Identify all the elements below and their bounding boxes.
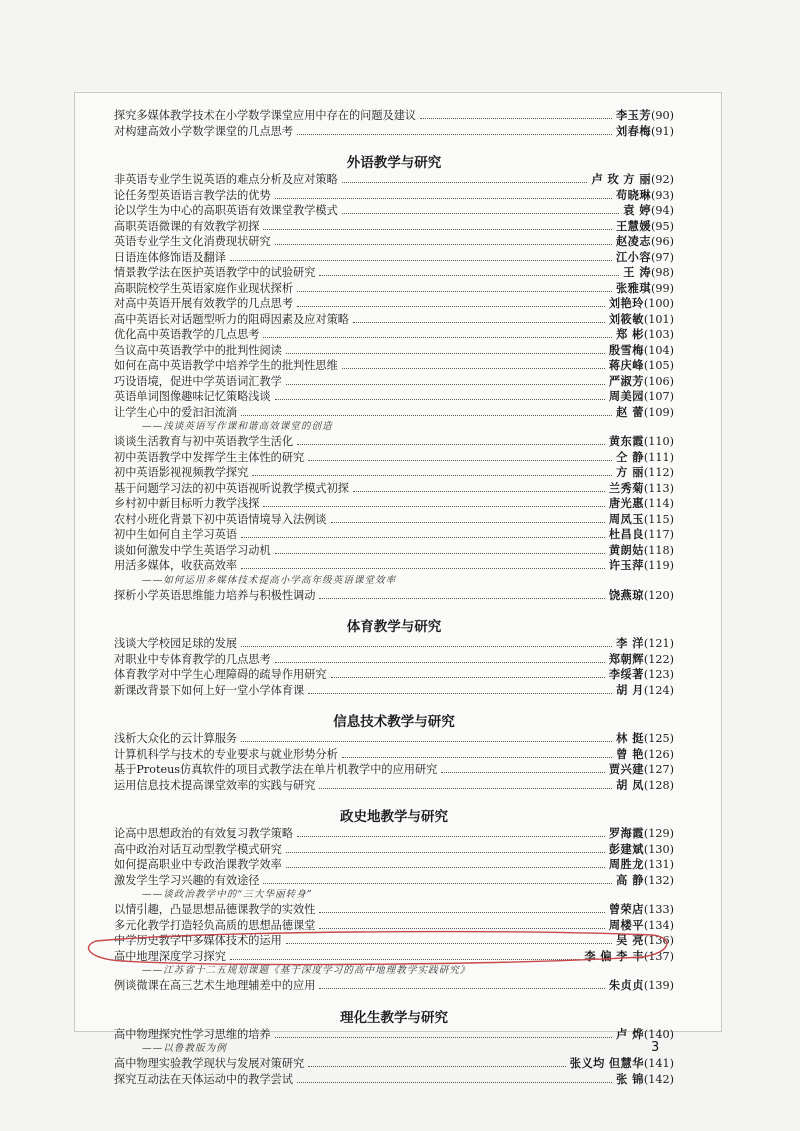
entry-author: 曾荣店	[608, 902, 644, 916]
dot-leader	[297, 125, 612, 135]
entry-title: 高中政治对话互动型教学模式研究	[114, 842, 282, 856]
toc-entry	[114, 389, 674, 405]
entry-title: 日语连体修饰语及翻译	[114, 250, 226, 264]
toc-entry	[114, 978, 674, 994]
entry-title: 浅谈大学校园足球的发展	[114, 637, 238, 650]
section-heading: 体育教学与研究	[346, 619, 442, 635]
entry-page: (141)	[643, 1057, 674, 1070]
dot-leader	[297, 297, 605, 307]
entry-title: 谈谈生活教育与初中英语教学生活化	[114, 435, 294, 448]
entry-author: 曾 艳	[616, 746, 644, 761]
entry-author: 饶燕琼	[608, 587, 644, 602]
toc-entry	[114, 731, 674, 747]
entry-title: 探究多媒体教学技术在小学数学课堂应用中存在的问题及建议	[114, 109, 417, 122]
dot-leader	[275, 653, 605, 663]
entry-title: 论以学生为中心的高职英语有效课堂教学模式	[114, 204, 338, 217]
toc-entry	[114, 762, 674, 778]
toc-entry	[114, 683, 674, 699]
entry-page: (134)	[643, 918, 674, 932]
entry-coauthor: 张义均	[569, 1056, 605, 1070]
entry-page: (106)	[643, 374, 674, 388]
toc-entry	[114, 203, 674, 219]
toc-entry	[114, 652, 674, 668]
entry-title: 高中物理实验教学现状与发展对策研究	[114, 1057, 305, 1070]
dot-leader	[286, 858, 605, 868]
dot-leader	[275, 235, 612, 245]
dot-leader	[263, 220, 612, 230]
dot-leader	[241, 637, 612, 647]
page-number: 3	[651, 1040, 660, 1055]
toc-entry	[114, 250, 674, 266]
toc-entry	[114, 327, 674, 343]
toc-entry	[114, 636, 674, 652]
toc-entry	[114, 405, 674, 421]
entry-page: (137)	[643, 949, 674, 963]
entry-page: (111)	[643, 450, 674, 464]
dot-leader	[275, 544, 605, 554]
toc-entry	[114, 108, 674, 124]
dot-leader	[286, 344, 605, 354]
entry-page: (122)	[643, 652, 674, 666]
dot-leader	[275, 1028, 612, 1038]
entry-page: (112)	[643, 466, 674, 479]
entry-author: 严淑芳	[608, 373, 644, 388]
dot-leader	[286, 843, 605, 853]
entry-author: 杜昌良	[608, 527, 644, 541]
dot-leader	[263, 497, 604, 507]
toc-entry	[114, 747, 674, 763]
entry-page: (114)	[643, 497, 674, 510]
entry-title: 高职英语微课的有效教学初探	[114, 219, 260, 233]
entry-author: 卢 烨	[616, 1026, 644, 1041]
dot-leader	[420, 109, 612, 119]
entry-author: 李 洋	[616, 636, 644, 650]
dot-leader	[286, 934, 612, 944]
entry-page: (95)	[651, 219, 674, 233]
dot-leader	[319, 903, 604, 913]
entry-coauthor: 李 偏	[584, 948, 613, 963]
entry-title: 多元化教学打造轻负高质的思想品德课堂	[114, 918, 316, 932]
entry-page: (100)	[643, 297, 674, 310]
entry-title: 高职院校学生英语家庭作业现状探析	[114, 281, 294, 295]
entry-page: (110)	[643, 435, 674, 448]
entry-page: (119)	[643, 559, 674, 572]
entry-author: 唐光惠	[608, 496, 644, 510]
dot-leader	[297, 282, 612, 292]
toc-entry	[114, 902, 674, 918]
toc-entry	[114, 296, 674, 312]
entry-title: 高中英语长对话题型听力的阻碍因素及应对策略	[114, 312, 349, 326]
entry-title: 用活多媒体，收获高效率	[114, 559, 238, 572]
toc-entry	[114, 558, 674, 574]
toc-entry	[114, 496, 674, 512]
toc-entry	[114, 219, 674, 235]
entry-title: 让学生心中的爱汩汩流淌	[114, 405, 238, 419]
entry-title: 基于Proteus仿真软件的项目式教学法在单片机教学中的应用研究	[114, 763, 438, 776]
entry-title: 巧设语境，促进中学英语词汇教学	[114, 374, 282, 388]
toc-entry	[114, 918, 674, 934]
entry-page: (104)	[643, 343, 674, 357]
entry-title: 初中生如何自主学习英语	[114, 528, 238, 541]
entry-author: 殷雪梅	[608, 342, 644, 357]
entry-page: (130)	[643, 842, 674, 856]
entry-author: 方 丽	[616, 465, 644, 479]
entry-title: 基于问题学习法的初中英语视听说教学模式初探	[114, 481, 349, 495]
toc-entry	[114, 312, 674, 328]
entry-page: (93)	[651, 188, 674, 202]
entry-title: 运用信息技术提高课堂效率的实践与研究	[114, 778, 316, 792]
entry-title: 探析小学英语思维能力培养与积极性调动	[114, 588, 316, 602]
toc-entry	[114, 481, 674, 497]
entry-title: 以情引趣，凸显思想品德课教学的实效性	[114, 903, 316, 916]
toc-entry	[114, 826, 674, 842]
entry-page: (126)	[643, 747, 674, 761]
entry-page: (90)	[651, 109, 674, 122]
entry-page: (142)	[643, 1072, 674, 1086]
entry-title: 如何提高职业中专政治课教学效率	[114, 858, 282, 871]
entry-title: 非英语专业学生说英语的难点分析及应对策略	[114, 173, 338, 186]
entry-subtitle: ——江苏省十二五规划课题《基于深度学习的高中地理教学实践研究》	[142, 965, 471, 976]
entry-author: 仝 静	[616, 449, 644, 464]
dot-leader	[286, 375, 605, 385]
section-gap	[114, 139, 674, 149]
entry-title: 中学历史教学中多媒体技术的运用	[114, 934, 282, 947]
entry-author: 罗海霞	[608, 826, 644, 840]
dot-leader	[308, 451, 612, 461]
dot-leader	[275, 390, 605, 400]
entry-page: (91)	[651, 124, 674, 138]
section-gap	[114, 994, 674, 1004]
entry-author: 吴 亮	[616, 933, 644, 947]
entry-page: (107)	[643, 390, 674, 403]
entry-author: 郑 彬	[616, 327, 644, 341]
toc-entry	[114, 857, 674, 873]
section-heading: 外语教学与研究	[346, 155, 442, 171]
entry-page: (127)	[643, 763, 674, 776]
toc-entry	[114, 512, 674, 528]
entry-title: 英语专业学生文化消费现状研究	[114, 235, 271, 248]
dot-leader	[342, 359, 605, 369]
entry-author: 王慧媛	[615, 218, 652, 233]
entry-author: 袁 婷	[623, 203, 652, 217]
entry-author: 苟晓琳	[615, 187, 652, 202]
toc-entry	[114, 949, 674, 965]
dot-leader	[230, 251, 612, 261]
entry-author: 黄朗姑	[608, 542, 644, 557]
entry-page: (133)	[643, 903, 674, 916]
section-gap	[114, 603, 674, 613]
section-heading: 政史地教学与研究	[340, 809, 448, 825]
section-gap	[114, 698, 674, 708]
entry-page: (132)	[643, 873, 674, 887]
entry-coauthor: 卢 玫	[591, 172, 620, 186]
entry-title: 对构建高效小学数学课堂的几点思考	[114, 124, 294, 138]
entry-author: 方 丽	[623, 172, 652, 186]
entry-title: 初中英语教学中发挥学生主体性的研究	[114, 450, 305, 464]
dot-leader	[241, 559, 605, 569]
entry-page: (139)	[643, 979, 674, 992]
toc-entry	[114, 667, 674, 683]
toc-entry	[114, 933, 674, 949]
entry-author: 李绥著	[608, 667, 644, 681]
entry-author: 李玉芳	[615, 108, 652, 122]
entry-page: (94)	[651, 204, 674, 217]
dot-leader	[308, 684, 612, 694]
dot-leader	[241, 528, 605, 538]
toc-entry	[114, 234, 674, 250]
entry-page: (120)	[643, 588, 674, 602]
toc-entry	[114, 188, 674, 204]
entry-author: 胡 凤	[616, 777, 644, 792]
dot-leader	[263, 874, 612, 884]
dot-leader	[252, 466, 612, 476]
entry-author: 周楼平	[608, 917, 644, 932]
entry-page: (105)	[643, 359, 674, 372]
dot-leader	[230, 950, 580, 960]
entry-page: (98)	[651, 266, 674, 279]
entry-page: (96)	[651, 235, 674, 248]
entry-title: 计算机科学与技术的专业要求与就业形势分析	[114, 747, 338, 761]
entry-author: 张雅琪	[615, 280, 652, 295]
dot-leader	[308, 1057, 566, 1067]
entry-author: 林 挺	[616, 731, 644, 745]
dot-leader	[275, 189, 612, 199]
section-heading: 信息技术教学与研究	[333, 714, 455, 730]
toc-entry	[114, 343, 674, 359]
entry-title: 例谈微课在高三艺术生地理辅差中的应用	[114, 979, 316, 992]
entry-title: 初中英语影视视频教学探究	[114, 466, 249, 479]
entry-title: 情景教学法在医护英语教学中的试验研究	[114, 266, 316, 279]
dot-leader	[441, 763, 604, 773]
entry-page: (103)	[643, 328, 674, 341]
entry-subtitle: ——以鲁教版为例	[142, 1043, 227, 1054]
entry-page: (101)	[643, 312, 674, 326]
entry-title: 论高中思想政治的有效复习教学策略	[114, 827, 294, 840]
toc-entry	[114, 1072, 674, 1088]
toc-entry	[114, 543, 674, 559]
dot-leader	[319, 779, 612, 789]
entry-title: 激发学生学习兴趣的有效途径	[114, 873, 260, 887]
toc-entry	[114, 374, 674, 390]
entry-page: (131)	[643, 858, 674, 871]
dot-leader	[241, 732, 612, 742]
dot-leader	[342, 204, 619, 214]
entry-author: 兰秀菊	[608, 480, 644, 495]
entry-author: 许玉萍	[608, 558, 644, 572]
entry-title: 如何在高中英语教学中培养学生的批判性思维	[114, 359, 338, 372]
entry-title: 优化高中英语教学的几点思考	[114, 328, 260, 341]
entry-page: (97)	[651, 250, 674, 264]
toc-entry	[114, 1056, 674, 1072]
entry-subtitle: ——如何运用多媒体技术提高小学高年级英语课堂效率	[142, 574, 397, 586]
toc-entry	[114, 450, 674, 466]
entry-page: (99)	[651, 281, 674, 295]
entry-author: 彭建斌	[608, 841, 644, 856]
entry-author: 但慧华	[608, 1056, 644, 1070]
toc-entry	[114, 281, 674, 297]
entry-author: 张 锦	[616, 1071, 644, 1086]
section-heading: 理化生教学与研究	[340, 1009, 448, 1026]
toc-entry	[114, 873, 674, 889]
table-of-contents	[114, 108, 674, 1087]
entry-page: (92)	[651, 173, 674, 186]
entry-author: 周凤玉	[608, 511, 644, 526]
entry-title: 对职业中专体育教学的几点思考	[114, 652, 271, 666]
entry-author: 朱贞贞	[608, 978, 644, 992]
section-gap	[114, 793, 674, 803]
entry-page: (118)	[643, 543, 674, 557]
dot-leader	[297, 827, 605, 837]
entry-author: 赵凌志	[615, 234, 652, 248]
dot-leader	[319, 919, 604, 929]
entry-page: (140)	[643, 1027, 674, 1041]
entry-author: 刘筱敏	[608, 311, 644, 326]
entry-page: (113)	[643, 481, 674, 495]
entry-title: 谈如何激发中学生英语学习动机	[114, 543, 271, 557]
entry-title: 新课改背景下如何上好一堂小学体育课	[114, 683, 305, 697]
entry-author: 贾兴建	[608, 762, 644, 776]
dot-leader	[297, 1073, 612, 1083]
dot-leader	[353, 313, 605, 323]
toc-entry	[114, 778, 674, 794]
toc-entry	[114, 172, 674, 188]
entry-author: 刘春梅	[615, 123, 652, 138]
entry-page: (124)	[643, 683, 674, 697]
entry-author: 郑朝辉	[608, 651, 644, 666]
entry-author: 高 静	[616, 872, 644, 887]
entry-author: 王 涛	[623, 265, 652, 279]
entry-author: 蒋庆峰	[608, 358, 644, 372]
entry-author: 周胜龙	[608, 857, 644, 871]
entry-author: 周美园	[608, 389, 644, 403]
entry-title: 探究互动法在天体运动中的教学尝试	[114, 1072, 294, 1086]
entry-page: (123)	[643, 668, 674, 681]
toc-entry	[114, 465, 674, 481]
dot-leader	[342, 748, 612, 758]
entry-page: (117)	[643, 528, 674, 541]
entry-title: 体育教学对中学生心理障碍的疏导作用研究	[114, 668, 327, 681]
entry-title: 乡村初中新目标听力教学浅探	[114, 497, 260, 510]
entry-subtitle: ——谈政治教学中的“三大华丽转身”	[142, 889, 313, 900]
entry-page: (125)	[643, 732, 674, 745]
toc-entry	[114, 527, 674, 543]
toc-entry	[114, 1027, 674, 1043]
entry-author: 李 丰	[616, 948, 644, 963]
dot-leader	[353, 482, 605, 492]
dot-leader	[331, 513, 605, 523]
entry-title: 高中地理深度学习探究	[114, 949, 226, 963]
dot-leader	[319, 589, 604, 599]
entry-title: 刍议高中英语教学中的批判性阅读	[114, 343, 282, 357]
entry-page: (109)	[643, 405, 674, 419]
entry-page: (121)	[643, 637, 674, 650]
toc-entry	[114, 842, 674, 858]
entry-title: 对高中英语开展有效教学的几点思考	[114, 297, 294, 310]
toc-entry	[114, 588, 674, 604]
entry-page: (136)	[643, 934, 674, 947]
dot-leader	[342, 173, 588, 183]
dot-leader	[263, 328, 612, 338]
entry-author: 黄东霞	[608, 434, 644, 448]
toc-entry	[114, 265, 674, 281]
entry-subtitle: ——浅谈英语写作课和谐高效课堂的创造	[142, 421, 333, 432]
dot-leader	[319, 979, 604, 989]
dot-leader	[297, 435, 605, 445]
dot-leader	[331, 668, 605, 678]
toc-entry	[114, 124, 674, 140]
entry-title: 农村小班化背景下初中英语情境导入法例谈	[114, 512, 327, 526]
entry-author: 赵 蕾	[616, 404, 644, 419]
toc-entry	[114, 358, 674, 374]
entry-author: 胡 月	[616, 682, 644, 697]
entry-title: 英语单词图像趣味记忆策略浅谈	[114, 390, 271, 403]
entry-author: 江小容	[615, 249, 652, 264]
toc-entry	[114, 434, 674, 450]
entry-page: (115)	[643, 512, 674, 526]
entry-page: (129)	[643, 827, 674, 840]
entry-title: 高中物理探究性学习思维的培养	[114, 1027, 271, 1041]
entry-title: 浅析大众化的云计算服务	[114, 732, 238, 745]
dot-leader	[319, 266, 619, 276]
entry-title: 论任务型英语语言教学法的优势	[114, 188, 271, 202]
dot-leader	[241, 406, 612, 416]
entry-page: (128)	[643, 778, 674, 792]
entry-author: 刘艳玲	[608, 296, 644, 310]
